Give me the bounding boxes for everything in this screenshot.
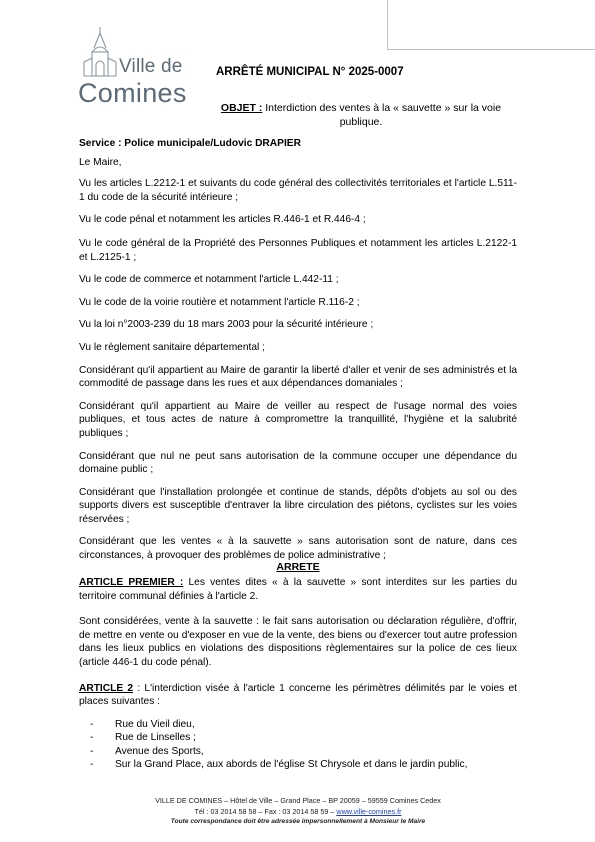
considerant-paragraph: Considérant que les ventes « à la sauvette » sans autorisation sont de nature, dans ces circonstances, à provoquer des problèmes de police administrative ; [79,536,517,562]
footer-phone-fax: Tél : 03 2014 58 58 – Fax : 03 2014 58 59 – [194,806,337,816]
logo-line-ville-de: Ville de [119,56,183,77]
list-item: - Avenue des Sports, [90,745,204,757]
place-name: Rue de Linselles ; [115,732,196,744]
place-name: Avenue des Sports, [115,745,204,757]
considerant-paragraph: Considérant que nul ne peut sans autorisation de la commune occuper une dépendance du domaine public ; [79,450,517,476]
vu-paragraph: Vu le code pénal et notamment les articles R.446-1 et R.446-4 ; [79,214,366,226]
document-body [79,137,517,563]
article-2 [79,682,517,709]
vu-paragraph: Vu le code général de la Propriété des Personnes Publiques et notamment les articles L.2122-1 et L.2125-1 ; [79,237,517,263]
arrete-heading: ARRETE [276,561,320,573]
article-1 [79,576,517,603]
list-item: - Rue de Linselles ; [90,732,196,744]
article-1-label: ARTICLE PREMIER : [79,577,184,588]
salutation: Le Maire, [79,156,122,168]
vu-paragraph: Vu le code de la voirie routière et notamment l'article R.116-2 ; [79,296,360,308]
definition-paragraph: Sont considérées, vente à la sauvette : le fait sans autorisation ou déclaration régulière, d'offrir, de mettre en vente ou d'exposer en vue de la vente, des biens ou d'exercer tout autre profession dans les lieux publics en violations des dispositions règlementaires sur la police de ces lieux (article 446-1 du code pénal). [79,616,517,668]
service-line: Service : Police municipale/Ludovic DRAPIER [79,138,301,149]
footer-contact [79,807,517,818]
ville-de-comines-logo [78,26,196,106]
footer [79,796,517,828]
objet-text: Interdiction des ventes à la « sauvette » sur la voie publique. [262,102,502,128]
places-list [90,718,467,772]
considerant-paragraph: Considérant que l'installation prolongée et continue de stands, dépôts d'objets au sol ou des supports divers est susceptible d'entraver la libre circulation des piétons, cyclistes sur les voies réservées ; [79,486,517,525]
article-2-label: ARTICLE 2 [79,682,134,694]
place-name: Rue du Vieil dieu, [115,719,195,730]
article-2-text: : L'interdiction visée à l'article 1 concerne les périmètres délimités par le voies et places suivantes : [79,682,517,708]
church-steeple-icon [80,26,120,78]
place-name: Sur la Grand Place, aux abords de l'église St Chrysole et dans le jardin public, [115,759,468,771]
vu-paragraph: Vu le règlement sanitaire départemental ; [79,341,265,353]
vu-paragraph: Vu les articles L.2212-1 et suivants du code général des collectivités territoriales et l'article L.511-1 du code de la sécurité intérieure ; [79,178,517,203]
stamp-box [387,0,595,50]
objet-label: OBJET : [220,102,263,114]
article-1-text: Les ventes dites « à la sauvette » sont interdites sur les parties du territoire communal définies à l'article 2. [79,577,517,602]
considerant-paragraph: Considérant qu'il appartient au Maire de veiller au respect de l'usage normal des voies publiques, et tous actes de nature à compromettre la tranquillité, l'hygiène et la salubrité publiques ; [79,400,517,439]
list-item: - Sur la Grand Place, aux abords de l'église St Chrysole et dans le jardin public, [90,759,468,771]
articles [79,576,517,709]
considerant-paragraph: Considérant qu'il appartient au Maire de garantir la liberté d'aller et venir de ses administrés et la commodité de passage dans les rues et aux dépendances domaniales ; [79,364,517,390]
list-item: - Rue du Vieil dieu, [90,719,195,730]
footer-address: VILLE DE COMINES – Hôtel de Ville – Grand Place – BP 20059 – 59559 Comines Cedex [155,796,441,805]
vu-paragraph: Vu le code de commerce et notamment l'article L.442-11 ; [79,274,339,286]
vu-paragraph: Vu la loi n°2003-239 du 18 mars 2003 pour la sécurité intérieure ; [79,319,374,331]
footer-notice: Toute correspondance doit être adressée impersonnellement à Monsieur le Maire [170,818,426,825]
logo-line-comines: Comines [78,78,187,108]
document-title: ARRÊTÉ MUNICIPAL N° 2025-0007 [216,66,404,78]
website-link[interactable]: www.ville-comines.fr [336,806,402,816]
objet [216,101,506,129]
